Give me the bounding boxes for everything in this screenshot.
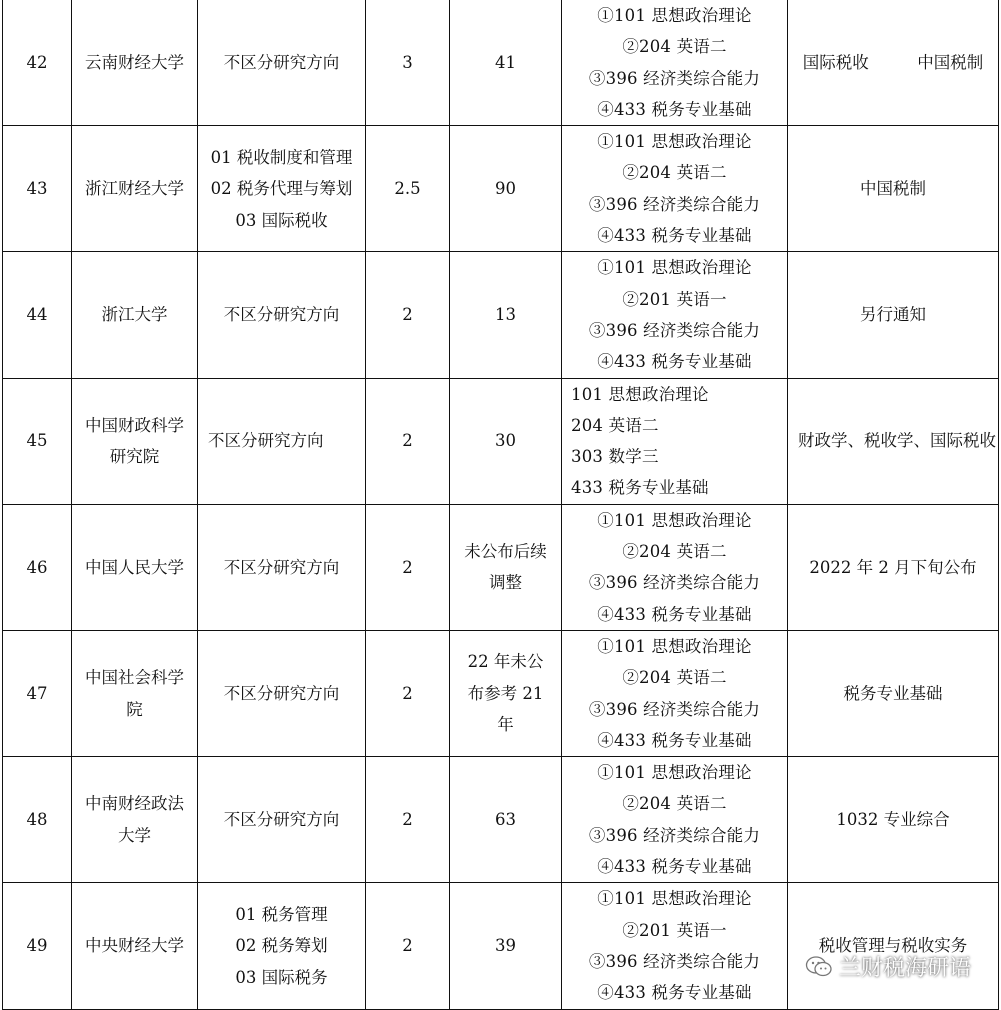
table-row bbox=[3, 883, 999, 1009]
school-name: 浙江大学 bbox=[72, 252, 198, 378]
remark: 另行通知 bbox=[788, 252, 999, 378]
study-years: 2 bbox=[366, 757, 450, 883]
exam-subjects bbox=[562, 883, 788, 1009]
table-row bbox=[3, 126, 999, 252]
remark: 1032 专业综合 bbox=[788, 757, 999, 883]
exam-subject: ②204 英语二 bbox=[622, 794, 727, 814]
exam-subject: ④433 税务专业基础 bbox=[597, 352, 752, 372]
exam-subject: ④433 税务专业基础 bbox=[597, 604, 752, 624]
exam-subjects bbox=[562, 0, 788, 126]
exam-subjects bbox=[562, 757, 788, 883]
exam-subject: ②204 英语二 bbox=[622, 542, 727, 562]
exam-subject: ④433 税务专业基础 bbox=[597, 226, 752, 246]
exam-subject: ③396 经济类综合能力 bbox=[588, 68, 761, 88]
exam-subjects bbox=[562, 504, 788, 630]
exam-subject: ③396 经济类综合能力 bbox=[588, 825, 761, 845]
remark: 中国税制 bbox=[788, 126, 999, 252]
school-name: 云南财经大学 bbox=[72, 0, 198, 126]
row-number: 42 bbox=[3, 0, 72, 126]
exam-subject: ④433 税务专业基础 bbox=[597, 857, 752, 877]
row-number: 46 bbox=[3, 504, 72, 630]
exam-subject: ①101 思想政治理论 bbox=[597, 763, 752, 783]
remark: 税务专业基础 bbox=[788, 630, 999, 756]
research-direction bbox=[198, 883, 366, 1009]
enrollment: 未公布后续调整 bbox=[450, 504, 562, 630]
exam-subject: 101 思想政治理论 bbox=[571, 384, 709, 404]
research-direction: 不区分研究方向 bbox=[198, 504, 366, 630]
row-number: 48 bbox=[3, 757, 72, 883]
research-direction: 不区分研究方向 bbox=[198, 252, 366, 378]
study-years: 2 bbox=[366, 252, 450, 378]
remark: 财政学、税收学、国际税收 bbox=[788, 378, 999, 504]
school-name: 中国社会科学院 bbox=[72, 630, 198, 756]
exam-subject: ②204 英语二 bbox=[622, 668, 727, 688]
school-name: 中南财经政法大学 bbox=[72, 757, 198, 883]
school-name: 中央财经大学 bbox=[72, 883, 198, 1009]
research-direction: 不区分研究方向 bbox=[198, 378, 366, 504]
research-direction: 不区分研究方向 bbox=[198, 630, 366, 756]
exam-subject: ③396 经济类综合能力 bbox=[588, 320, 761, 340]
table-row bbox=[3, 0, 999, 126]
remark bbox=[788, 0, 999, 126]
exam-subject: ③396 经济类综合能力 bbox=[588, 194, 761, 214]
enrollment: 41 bbox=[450, 0, 562, 126]
row-number: 45 bbox=[3, 378, 72, 504]
exam-subject: ①101 思想政治理论 bbox=[597, 132, 752, 152]
school-name: 中国财政科学研究院 bbox=[72, 378, 198, 504]
remark: 税收管理与税收实务 bbox=[788, 883, 999, 1009]
table-row bbox=[3, 378, 999, 504]
exam-subjects bbox=[562, 126, 788, 252]
row-number: 47 bbox=[3, 630, 72, 756]
program-table bbox=[2, 0, 999, 1010]
exam-subject: ②204 英语二 bbox=[622, 37, 727, 57]
watermark-text: 兰财税海研语 bbox=[838, 956, 971, 981]
exam-subject: ①101 思想政治理论 bbox=[597, 6, 752, 25]
school-name: 中国人民大学 bbox=[72, 504, 198, 630]
exam-subject: ③396 经济类综合能力 bbox=[588, 699, 761, 719]
study-years: 2 bbox=[366, 504, 450, 630]
research-direction: 01 税收制度和管理 02 税务代理与筹划 03 国际税收 bbox=[198, 126, 366, 252]
row-number: 49 bbox=[3, 883, 72, 1009]
exam-subject: ②201 英语一 bbox=[622, 289, 727, 309]
exam-subject: ①101 思想政治理论 bbox=[597, 636, 752, 656]
wechat-icon bbox=[805, 955, 833, 979]
exam-subjects bbox=[562, 630, 788, 756]
table-row bbox=[3, 504, 999, 630]
exam-subject: ④433 税务专业基础 bbox=[597, 983, 752, 1003]
remark-item: 国际税收 bbox=[802, 52, 869, 72]
table-row bbox=[3, 757, 999, 883]
table-row bbox=[3, 630, 999, 756]
direction-line: 03 国际税务 bbox=[235, 967, 328, 987]
research-direction: 不区分研究方向 bbox=[198, 757, 366, 883]
study-years: 2 bbox=[366, 378, 450, 504]
research-direction: 不区分研究方向 bbox=[198, 0, 366, 126]
study-years: 2 bbox=[366, 883, 450, 1009]
enrollment: 22 年未公布参考 21 年 bbox=[450, 630, 562, 756]
exam-subject: ②204 英语二 bbox=[622, 163, 727, 183]
watermark bbox=[805, 951, 971, 982]
study-years: 2.5 bbox=[366, 126, 450, 252]
remark: 2022 年 2 月下旬公布 bbox=[788, 504, 999, 630]
remark-item: 中国税制 bbox=[917, 52, 984, 72]
exam-subject: ④433 税务专业基础 bbox=[597, 99, 752, 119]
enrollment: 13 bbox=[450, 252, 562, 378]
row-number: 44 bbox=[3, 252, 72, 378]
exam-subject: ①101 思想政治理论 bbox=[597, 510, 752, 530]
direction-line: 02 税务筹划 bbox=[235, 936, 328, 956]
direction-line: 01 税务管理 bbox=[235, 904, 328, 924]
enrollment: 30 bbox=[450, 378, 562, 504]
enrollment: 39 bbox=[450, 883, 562, 1009]
exam-subjects bbox=[562, 252, 788, 378]
enrollment: 90 bbox=[450, 126, 562, 252]
exam-subject: ③396 经济类综合能力 bbox=[588, 951, 761, 971]
exam-subject: ③396 经济类综合能力 bbox=[588, 573, 761, 593]
exam-subject: ②201 英语一 bbox=[622, 920, 727, 940]
table-row bbox=[3, 252, 999, 378]
exam-subject: 204 英语二 bbox=[571, 415, 659, 435]
exam-subject: ①101 思想政治理论 bbox=[597, 258, 752, 278]
row-number: 43 bbox=[3, 126, 72, 252]
exam-subject: 303 数学三 bbox=[571, 447, 659, 467]
school-name: 浙江财经大学 bbox=[72, 126, 198, 252]
exam-subject: ④433 税务专业基础 bbox=[597, 730, 752, 750]
study-years: 3 bbox=[366, 0, 450, 126]
exam-subject: ①101 思想政治理论 bbox=[597, 889, 752, 909]
exam-subject: 433 税务专业基础 bbox=[571, 478, 709, 498]
exam-subjects bbox=[562, 378, 788, 504]
study-years: 2 bbox=[366, 630, 450, 756]
enrollment: 63 bbox=[450, 757, 562, 883]
